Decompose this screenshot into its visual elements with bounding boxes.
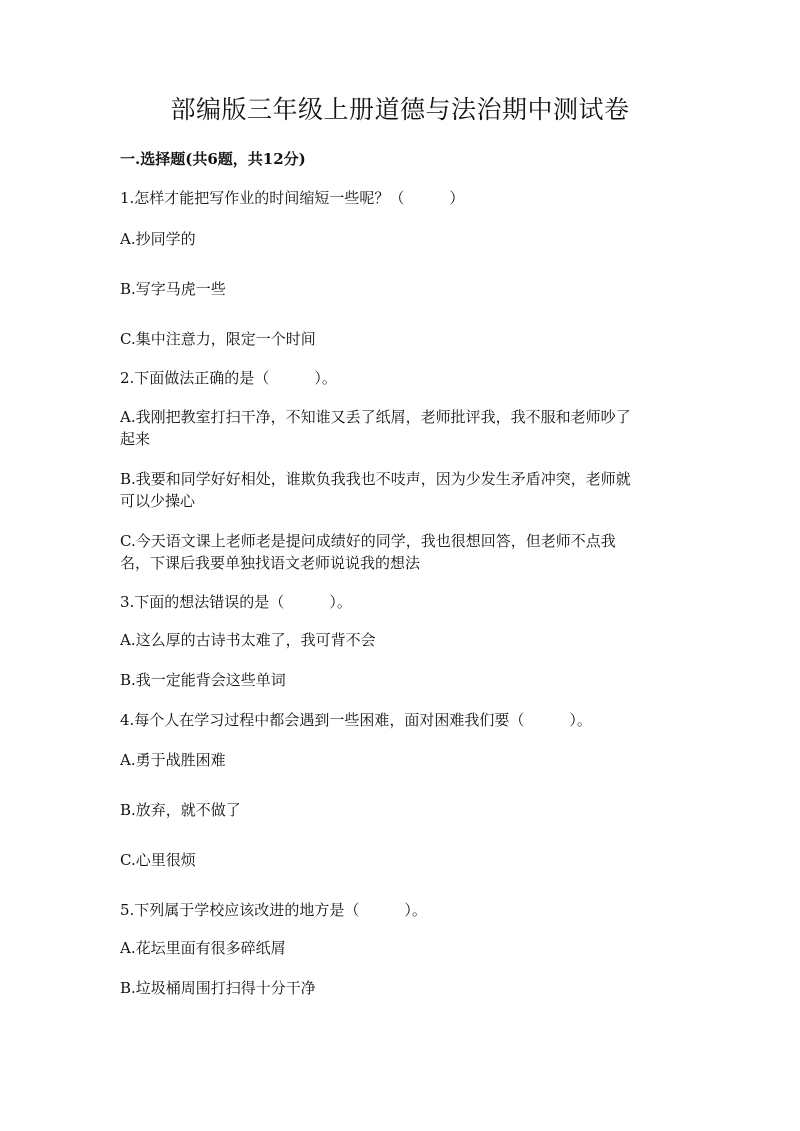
question-2-stem: 2.下面做法正确的是（ ）。 [120,369,337,387]
question-1-option-b: B.写字马虎一些 [120,280,226,298]
page-title: 部编版三年级上册道德与法治期中测试卷 [170,95,630,124]
question-2-option-a: A.我刚把教室打扫干净，不知谁又丢了纸屑，老师批评我，我不服和老师吵了 [120,408,631,426]
question-3-stem: 3.下面的想法错误的是（ ）。 [120,593,352,611]
question-4-stem: 4.每个人在学习过程中都会遇到一些困难，面对困难我们要（ ）。 [120,711,592,729]
question-2-option-b-cont: 可以少操心 [120,492,196,510]
question-1-stem: 1.怎样才能把写作业的时间缩短一些呢？（ ） [120,189,465,207]
question-5-stem: 5.下列属于学校应该改进的地方是（ ）。 [120,901,427,919]
question-3-option-a: A.这么厚的古诗书太难了，我可背不会 [120,631,376,649]
question-3-option-b: B.我一定能背会这些单词 [120,671,286,689]
question-2-option-a-cont: 起来 [120,430,151,448]
section-heading: 一.选择题(共6题，共12分) [120,150,306,168]
question-2-option-c: C.今天语文课上老师老是提问成绩好的同学，我也很想回答，但老师不点我 [120,532,616,550]
question-1-option-a: A.抄同学的 [120,230,196,248]
question-2-option-c-cont: 名，下课后我要单独找语文老师说说我的想法 [120,554,421,572]
question-1-option-c: C.集中注意力，限定一个时间 [120,330,316,348]
question-5-option-b: B.垃圾桶周围打扫得十分干净 [120,979,316,997]
question-4-option-a: A.勇于战胜困难 [120,751,226,769]
question-4-option-b: B.放弃，就不做了 [120,801,241,819]
question-5-option-a: A.花坛里面有很多碎纸屑 [120,939,286,957]
question-4-option-c: C.心里很烦 [120,851,196,869]
question-2-option-b: B.我要和同学好好相处，谁欺负我我也不吱声，因为少发生矛盾冲突，老师就 [120,470,631,488]
